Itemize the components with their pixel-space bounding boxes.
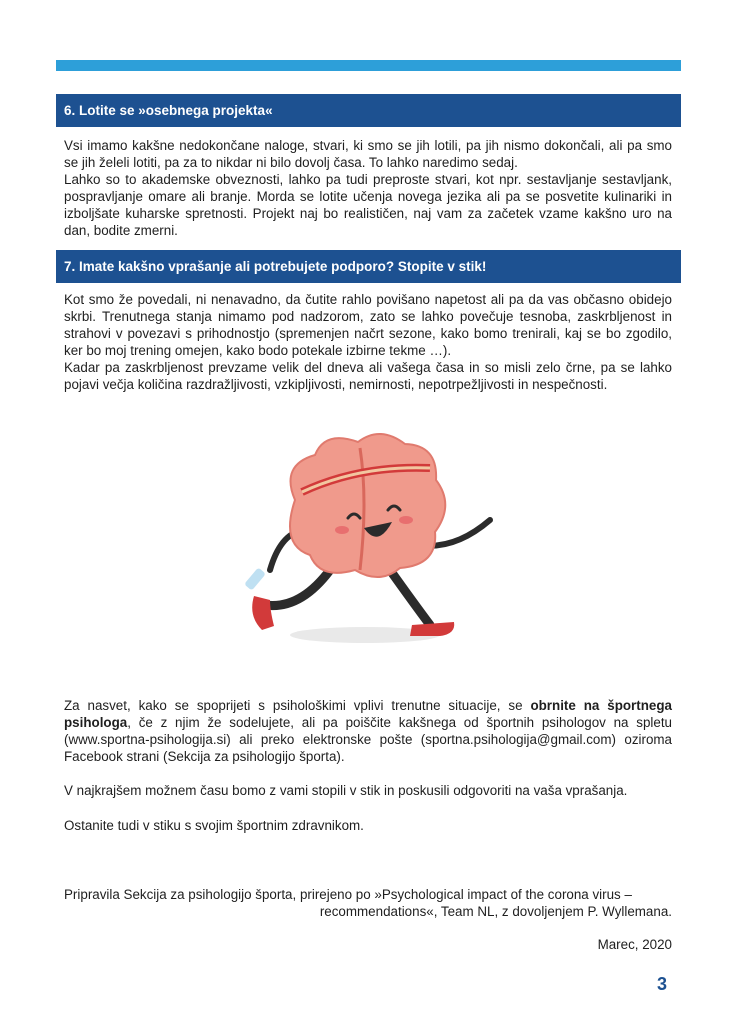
- section-6-paragraph-1: Vsi imamo kakšne nedokončane naloge, stvari, ki smo se jih lotili, pa jih nismo dokončali, ali pa smo se jih želeli lotiti, pa za to nikdar ni bilo dovolj časa. To lahko naredimo sedaj.: [64, 138, 672, 170]
- section-7-header: [56, 250, 681, 283]
- contact-text: [64, 697, 672, 765]
- credits-line-2: recommendations«, Team NL, z dovoljenjem P. Wyllemana.: [319, 904, 672, 919]
- section-6-paragraph-2: Lahko so to akademske obveznosti, lahko pa tudi preproste stvari, kot npr. sestavljanje sestavljank, pospravljanje omare ali branje. Morda se lotite učenja novega jezika ali pa se posvetite kulinariki in izboljšate kuharske spretnosti. Projekt naj bo realističen, naj vam za začetek vzame kakšno uro na dan, bodite zmerni.: [64, 172, 672, 238]
- date-text: Marec, 2020: [597, 937, 672, 952]
- contact-paragraph: [64, 697, 672, 765]
- credits-line-1: Pripravila Sekcija za psihologijo športa, prirejeno po »Psychological impact of the corona virus –: [64, 887, 632, 902]
- date-line: [64, 936, 672, 953]
- running-brain-illustration: [240, 420, 510, 660]
- contact-bold: obrnite na športnega psihologa: [64, 698, 672, 730]
- page-number: 3: [657, 974, 668, 994]
- contact-doctor-text: Ostanite tudi v stiku s svojim športnim zdravnikom.: [64, 818, 364, 833]
- section-7-body: [64, 291, 672, 393]
- section-7-paragraph-1: Kot smo že povedali, ni nenavadno, da čutite rahlo povišano napetost ali pa da vas občasno obidejo skrbi. Trenutnega stanja nimamo pod nadzorom, zato se lahko povečuje tesnoba, zaskrbljenost in strahovi v povezavi s prihodnostjo (spremenjen načrt sezone, kako bomo trenirali, kaj se bo zgodilo, ker bo moj trening omejen, kako bodo potekale izbirne tekme …).: [64, 292, 672, 358]
- section-7-title: 7. Imate kakšno vprašanje ali potrebujete podporo? Stopite v stik!: [64, 259, 487, 274]
- section-6-body: [64, 137, 672, 239]
- top-accent-bar: [56, 60, 681, 71]
- contact-rest: , če z njim že sodelujete, ali pa poiščite kakšnega od športnih psihologov na spletu (www.sportna-psihologija.si) ali preko elektronske pošte (sportna.psihologija@gmail.com) oziroma Facebook strani (Sekcija za psihologijo športa).: [64, 715, 672, 764]
- contact-intro: Za nasvet, kako se spoprijeti s psihološkimi vplivi trenutne situacije, se: [64, 698, 531, 713]
- contact-paragraph-3: [64, 817, 672, 834]
- section-6-title: 6. Lotite se »osebnega projekta«: [64, 103, 273, 118]
- contact-paragraph-2: [64, 782, 672, 799]
- contact-response-text: V najkrajšem možnem času bomo z vami stopili v stik in poskusili odgovoriti na vaša vprašanja.: [64, 783, 628, 798]
- section-7-paragraph-2: Kadar pa zaskrbljenost prevzame velik del dneva ali vašega časa in so misli zelo črne, pa se lahko pojavi večja količina razdražljivosti, vzkipljivosti, nemirnosti, nepotrpežljivosti in nespečnosti.: [64, 360, 672, 392]
- section-6-header: [56, 94, 681, 127]
- credits-block: [64, 886, 672, 920]
